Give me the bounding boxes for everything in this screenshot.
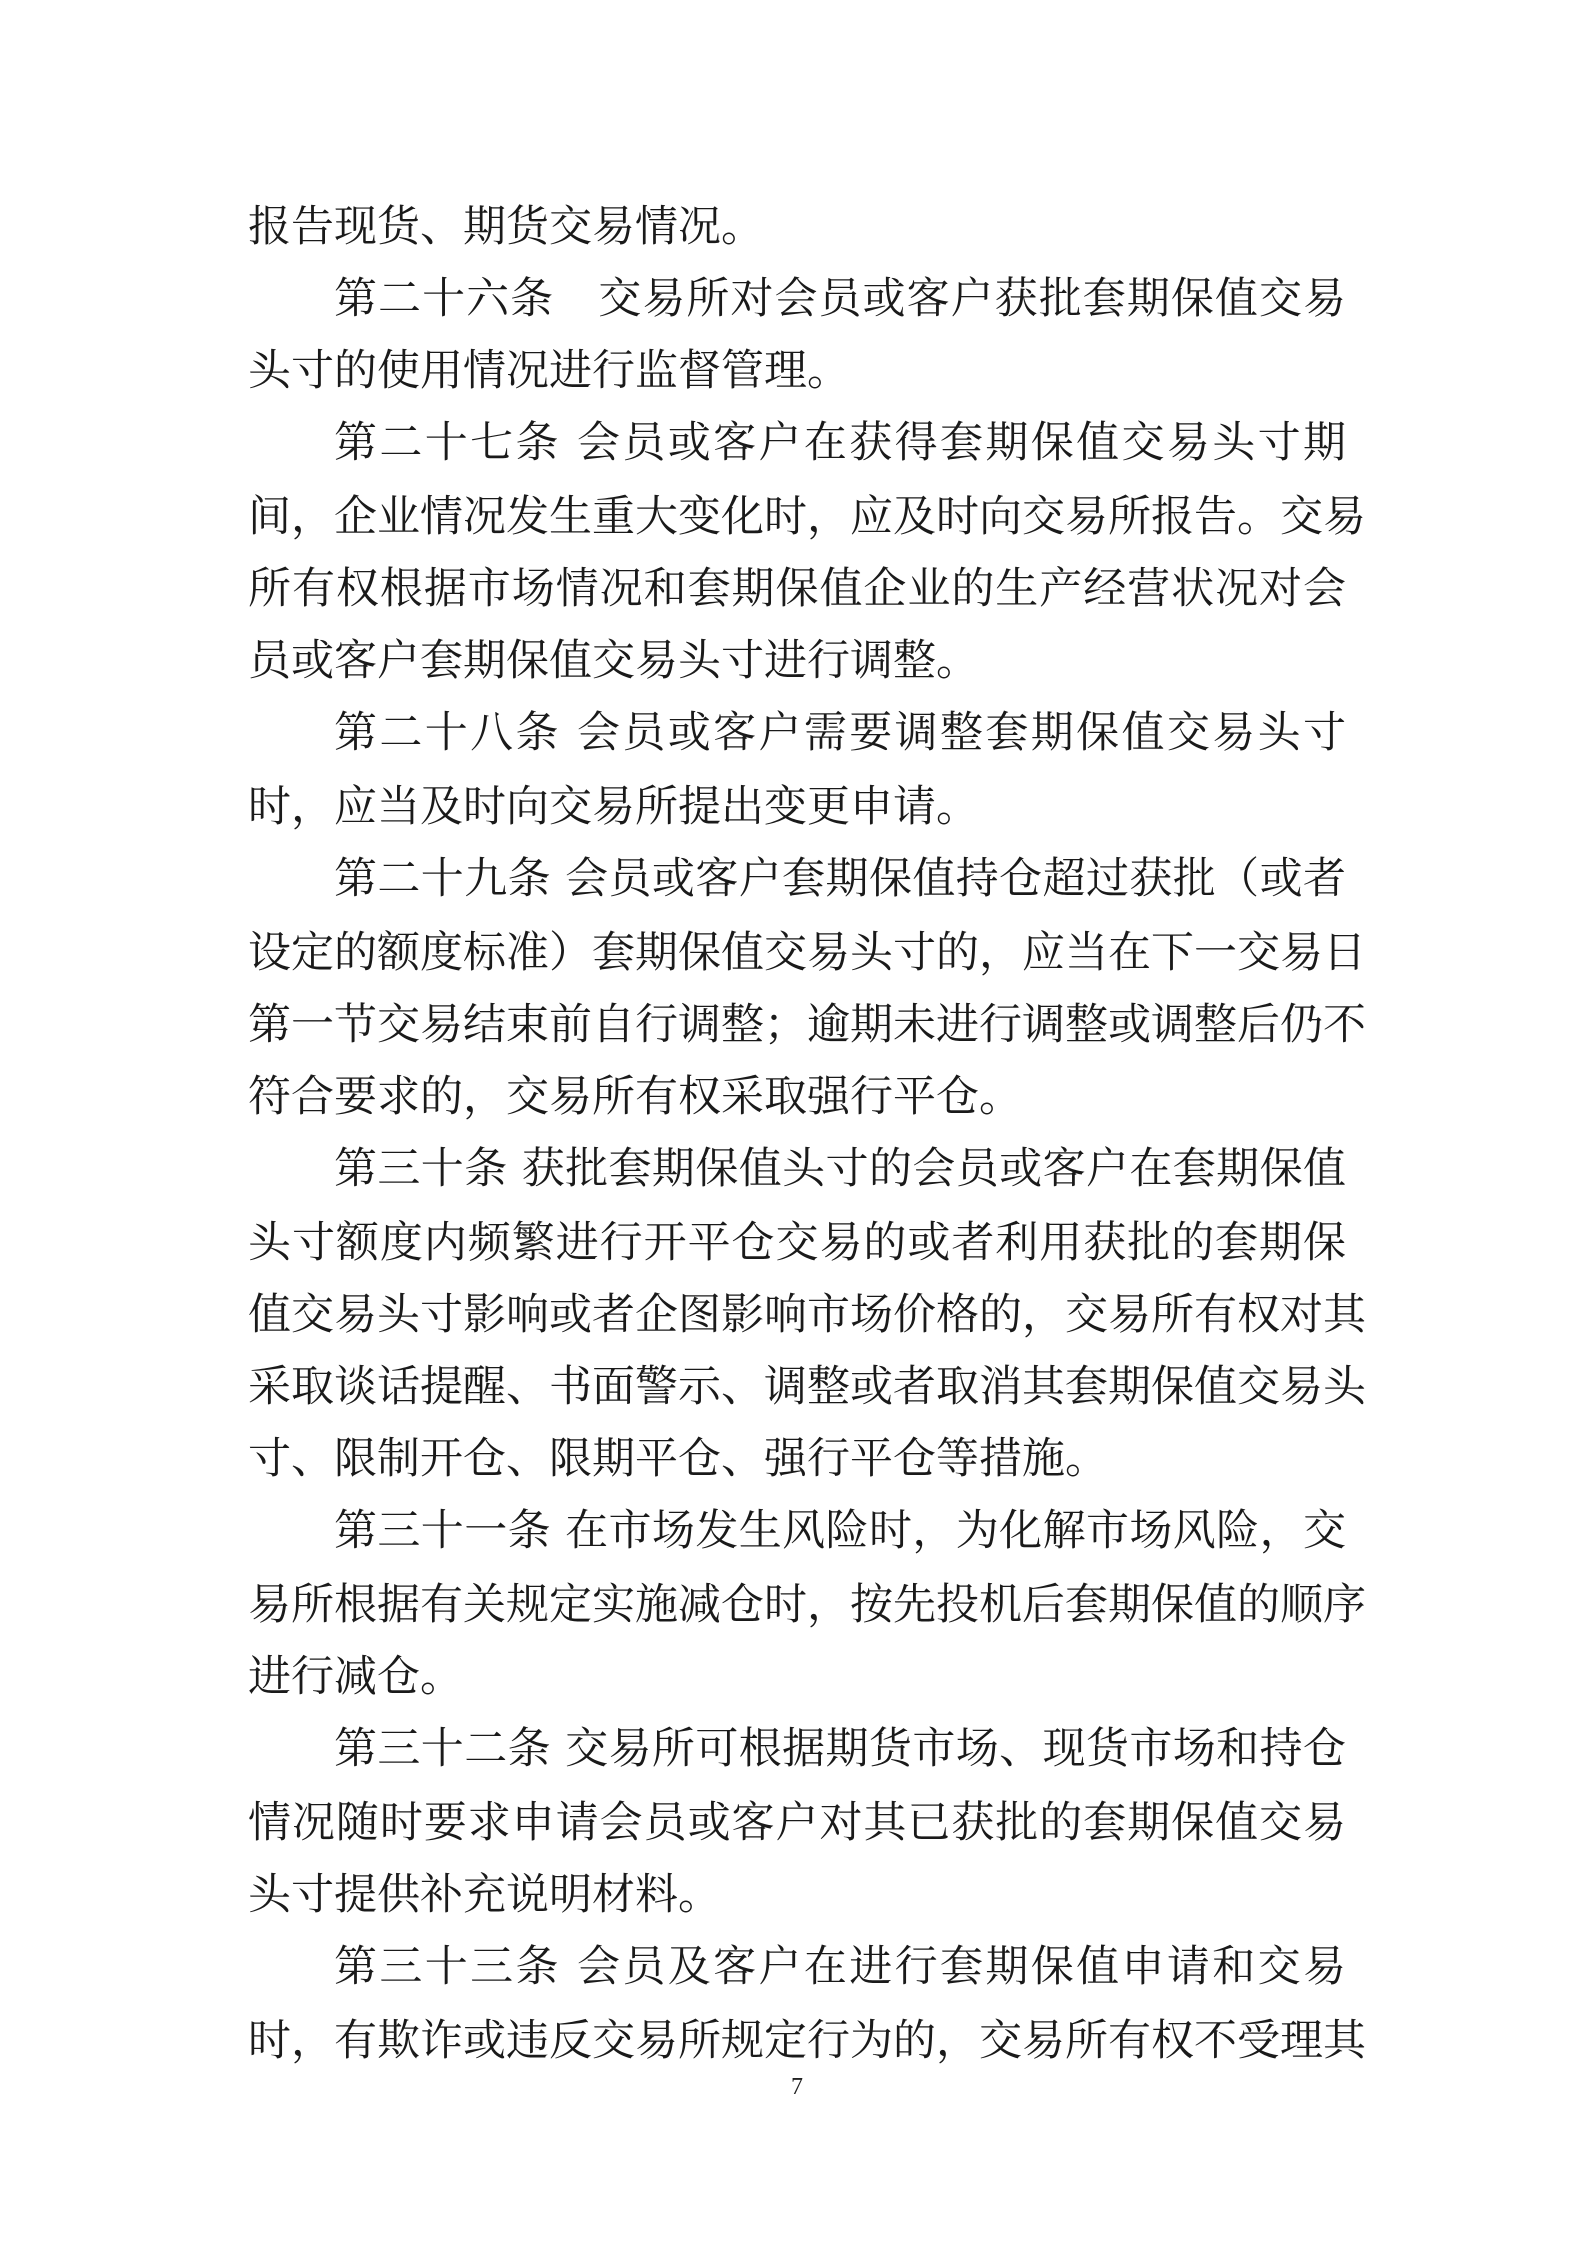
article-32-line: 第三十二条 交易所可根据期货市场、现货市场和持仓 [334, 1724, 1346, 1774]
article-31-line: 第三十一条 在市场发生风险时，为化解市场风险，交 [334, 1506, 1346, 1556]
article-26-line: 第二十六条 交易所对会员或客户获批套期保值交易 [334, 274, 1346, 324]
article-30-line: 第三十条 获批套期保值头寸的会员或客户在套期保值 [334, 1144, 1346, 1194]
paragraph-line: 头寸的使用情况进行监督管理。 [248, 346, 850, 396]
paragraph-line: 情况随时要求申请会员或客户对其已获批的套期保值交易 [248, 1798, 1346, 1848]
paragraph-line: 寸、限制开仓、限期平仓、强行平仓等措施。 [248, 1434, 1108, 1484]
paragraph-line: 所有权根据市场情况和套期保值企业的生产经营状况对会 [248, 564, 1346, 614]
paragraph-line: 进行减仓。 [248, 1652, 463, 1702]
paragraph-line: 报告现货、期货交易情况。 [248, 202, 764, 252]
paragraph-line: 头寸提供补充说明材料。 [248, 1870, 721, 1920]
paragraph-line: 易所根据有关规定实施减仓时，按先投机后套期保值的顺序 [248, 1580, 1366, 1630]
paragraph-line: 采取谈话提醒、书面警示、调整或者取消其套期保值交易头 [248, 1362, 1366, 1412]
paragraph-line: 时，有欺诈或违反交易所规定行为的，交易所有权不受理其 [248, 2016, 1366, 2066]
document-body [248, 198, 1366, 2084]
paragraph-line: 第一节交易结束前自行调整；逾期未进行调整或调整后仍不 [248, 1000, 1366, 1050]
article-27-line: 第二十七条 会员或客户在获得套期保值交易头寸期 [334, 418, 1346, 468]
page-number: 7 [791, 2074, 803, 2100]
paragraph-line: 头寸额度内频繁进行开平仓交易的或者利用获批的套期保 [248, 1218, 1346, 1268]
paragraph-line: 间，企业情况发生重大变化时，应及时向交易所报告。交易 [248, 492, 1366, 542]
article-33-line: 第三十三条 会员及客户在进行套期保值申请和交易 [334, 1942, 1346, 1992]
paragraph-line: 符合要求的，交易所有权采取强行平仓。 [248, 1072, 1022, 1122]
paragraph-line: 设定的额度标准）套期保值交易头寸的，应当在下一交易日 [248, 928, 1366, 978]
paragraph-line: 时，应当及时向交易所提出变更申请。 [248, 782, 979, 832]
article-28-line: 第二十八条 会员或客户需要调整套期保值交易头寸 [334, 708, 1346, 758]
paragraph-line: 员或客户套期保值交易头寸进行调整。 [248, 636, 979, 686]
article-29-line: 第二十九条 会员或客户套期保值持仓超过获批（或者 [334, 854, 1346, 904]
paragraph-line: 值交易头寸影响或者企图影响市场价格的，交易所有权对其 [248, 1290, 1366, 1340]
